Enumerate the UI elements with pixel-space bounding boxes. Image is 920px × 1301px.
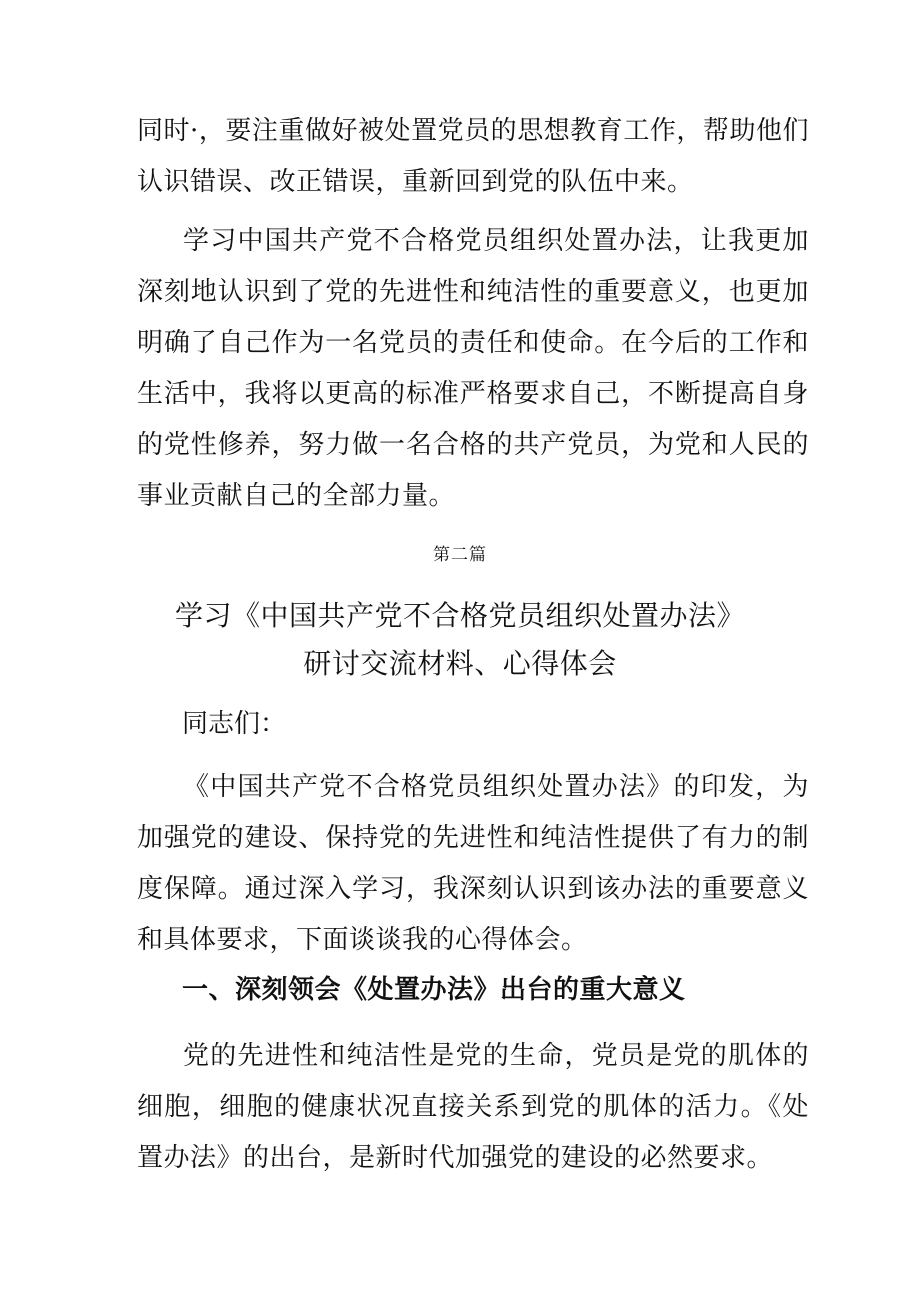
paragraph-continuation: 同时·，要注重做好被处置党员的思想教育工作，帮助他们认识错误、改正错误，重新回到党的队伍中来。 [137,116,809,197]
paragraph-body-1: 党的先进性和纯洁性是党的生命，党员是党的肌体的细胞，细胞的健康状况直接关系到党的肌体的活力。《处置办法》的出台，是新时代加强党的建设的必然要求。 [137,1041,809,1173]
document-title-line-2: 研讨交流材料、心得体会 [303,647,617,680]
paragraph-conclusion: 学习中国共产党不合格党员组织处置办法，让我更加深刻地认识到了党的先进性和纯洁性的重要意义，也更加明确了自己作为一名党员的责任和使命。在今后的工作和生活中，我将以更高的标准严格要求自己，不断提高自身的党性修养，努力做一名合格的共产党员，为党和人民的事业贡献自己的全部力量。 [137,226,809,511]
paragraph-intro: 《中国共产党不合格党员组织处置办法》的印发，为加强党的建设、保持党的先进性和纯洁性提供了有力的制度保障。通过深入学习，我深刻认识到该办法的重要意义和具体要求，下面谈谈我的心得体会。 [137,772,809,955]
document-title-line-1: 学习《中国共产党不合格党员组织处置办法》 [174,599,745,632]
section-heading-1: 一、深刻领会《处置办法》出台的重大意义 [182,975,686,1005]
greeting: 同志们： [182,709,287,739]
section-label: 第二篇 [433,545,487,565]
